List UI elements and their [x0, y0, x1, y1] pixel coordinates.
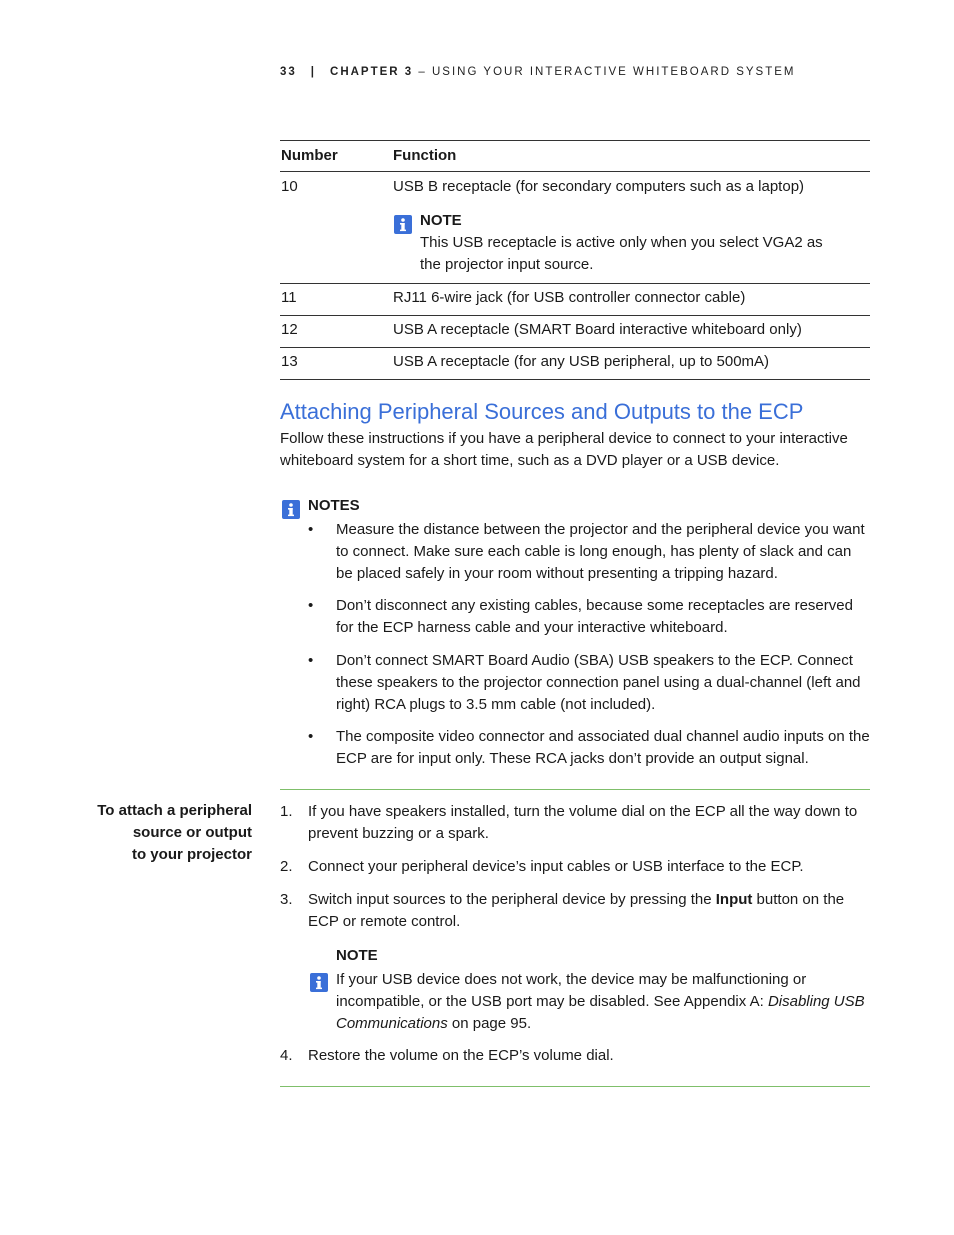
bullet: • — [308, 521, 314, 538]
table-row — [280, 284, 870, 316]
note-text-part: If your USB device does not work, the device may be malfunctioning or incompatible, or the USB port may be disabled. See Appendix A: — [336, 971, 807, 1010]
step-text: Connect your peripheral device’s input cables or USB interface to the ECP. — [308, 858, 804, 875]
header-separator: | — [310, 66, 317, 78]
info-icon — [394, 215, 412, 234]
running-header — [280, 66, 795, 78]
section-heading: Attaching Peripheral Sources and Outputs to the ECP — [280, 399, 804, 424]
note-text — [336, 969, 866, 1035]
note-title: NOTE — [420, 212, 462, 229]
note-text-part: on page 95. — [447, 1015, 532, 1032]
appendix-reference: Disabling USB Communications — [336, 993, 865, 1032]
list-item-text: The composite video connector and associated dual channel audio inputs on the ECP are for input only. These RCA jacks don’t provide an output signal. — [336, 728, 870, 767]
table-header-row — [280, 140, 870, 172]
step-number: 3. — [280, 891, 293, 908]
bullet: • — [308, 597, 314, 614]
column-header-number: Number — [281, 147, 338, 164]
step-text-part: Switch input sources to the peripheral device by pressing the — [308, 891, 716, 908]
step-number: 4. — [280, 1047, 293, 1064]
chapter-label: CHAPTER 3 — [330, 66, 414, 78]
bullet: • — [308, 652, 314, 669]
row-function: USB B receptacle (for secondary computers such as a laptop) — [393, 178, 805, 195]
step-number: 2. — [280, 858, 293, 875]
step-text — [308, 889, 870, 933]
divider — [280, 1086, 870, 1087]
page-number: 33 — [280, 66, 297, 78]
row-function: USB A receptacle (SMART Board interactive whiteboard only) — [393, 321, 802, 338]
step-text: If you have speakers installed, turn the volume dial on the ECP all the way down to prevent buzzing or a spark. — [308, 803, 858, 842]
row-number: 10 — [281, 178, 298, 195]
column-header-function: Function — [393, 147, 457, 164]
row-function: RJ11 6-wire jack (for USB controller connector cable) — [393, 289, 746, 306]
table-row — [280, 348, 870, 380]
step-text-part: button on the ECP or remote control. — [308, 891, 845, 930]
step-number: 1. — [280, 803, 293, 820]
input-button-label: Input — [715, 891, 753, 908]
divider — [280, 789, 870, 790]
info-icon — [310, 973, 328, 992]
list-item-text: Don’t connect SMART Board Audio (SBA) USB speakers to the ECP. Connect these speakers to the projector connection panel using a dual-channel (left and right) RCA plugs to 3.5 mm cable (not included). — [336, 652, 861, 713]
list-item-text: Don’t disconnect any existing cables, because some receptacles are reserved for the ECP harness cable and your interactive whiteboard. — [336, 597, 853, 636]
row-number: 11 — [281, 289, 297, 306]
row-number: 12 — [281, 321, 298, 338]
note-title: NOTE — [336, 947, 378, 964]
note-text: This USB receptacle is active only when you select VGA2 as the projector input source. — [420, 234, 823, 273]
chapter-title: – USING YOUR INTERACTIVE WHITEBOARD SYSTEM — [413, 66, 796, 78]
info-icon — [282, 500, 300, 519]
procedure-label-line: source or output — [132, 824, 252, 841]
notes-title: NOTES — [308, 497, 360, 514]
row-function: USB A receptacle (for any USB peripheral, up to 500mA) — [393, 353, 770, 370]
row-number: 13 — [281, 353, 298, 370]
procedure-label-line: to your projector — [131, 846, 252, 863]
function-table — [280, 140, 870, 380]
step-text: Restore the volume on the ECP’s volume dial. — [308, 1047, 614, 1064]
procedure-label-line: To attach a peripheral — [97, 802, 252, 819]
section-intro: Follow these instructions if you have a peripheral device to connect to your interactive whiteboard system for a short time, such as a DVD player or a USB device. — [280, 430, 848, 469]
procedure-label — [52, 800, 252, 866]
table-row — [280, 316, 870, 348]
bullet: • — [308, 728, 314, 745]
table-row — [280, 172, 870, 284]
list-item-text: Measure the distance between the projector and the peripheral device you want to connect. Make sure each cable is long enough, has plenty of slack and can be placed safely in your room without presenting a tripping hazard. — [336, 521, 865, 582]
